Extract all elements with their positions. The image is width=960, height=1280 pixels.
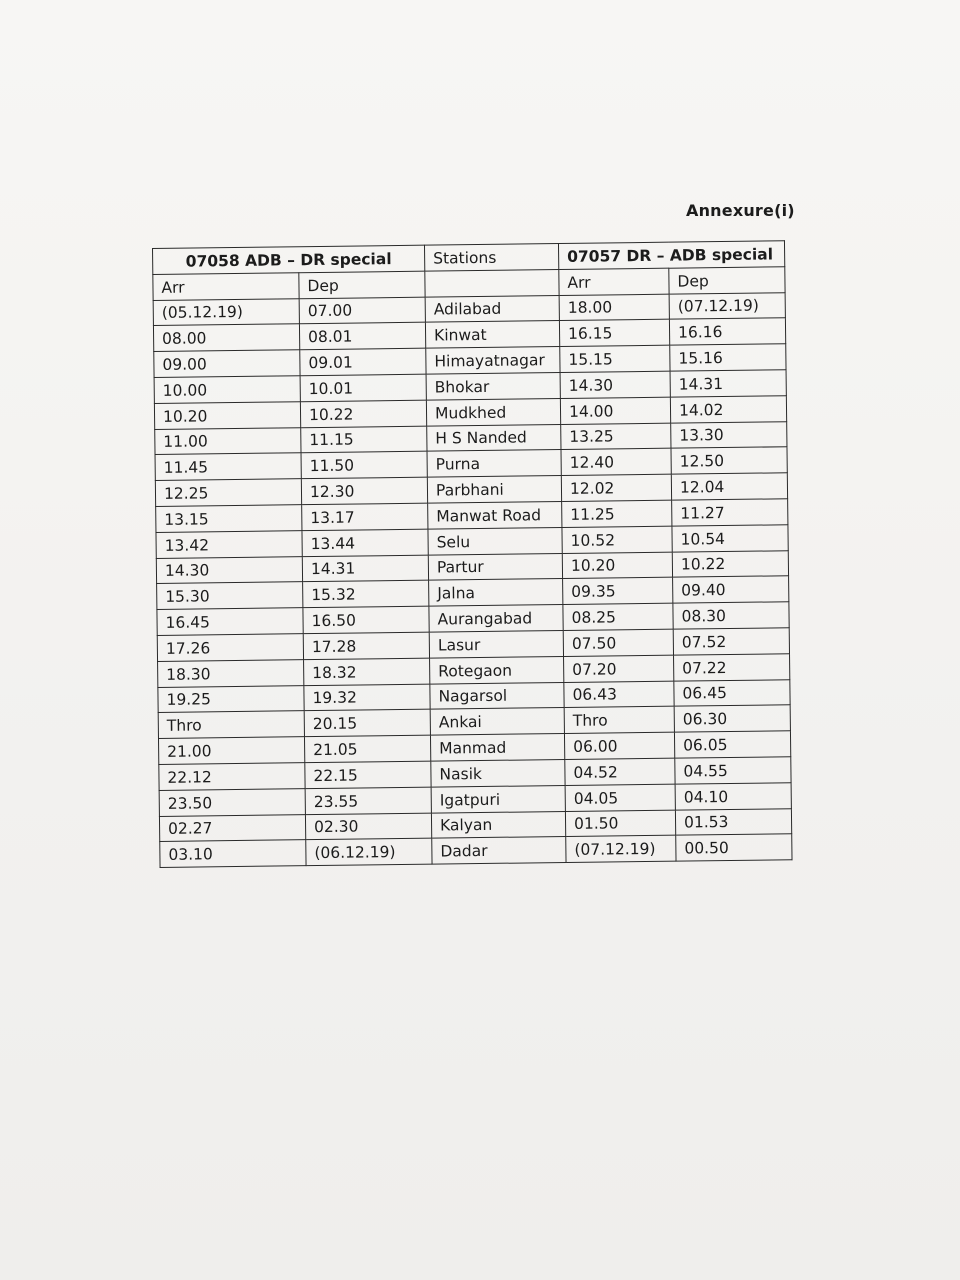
- departure-07057-cell: 06.45: [674, 679, 790, 706]
- departure-07058-cell: 18.32: [304, 658, 430, 685]
- arrival-07057-cell: 04.05: [565, 784, 675, 811]
- station-name-cell: Himayatnagar: [426, 347, 560, 374]
- station-name-cell: Selu: [428, 527, 562, 554]
- departure-07057-cell: 14.02: [670, 396, 786, 423]
- departure-07058-cell: 20.15: [304, 709, 430, 736]
- arrival-07057-cell: 01.50: [565, 810, 675, 837]
- arrival-07058-cell: 02.27: [159, 814, 305, 842]
- station-name-cell: Parbhani: [427, 476, 561, 503]
- arrival-07058-cell: 22.12: [159, 763, 305, 791]
- station-name-cell: Mudkhed: [426, 398, 560, 425]
- departure-07057-cell: 12.50: [671, 447, 787, 474]
- arrival-07057-cell: 04.52: [565, 758, 675, 785]
- arr-header-right: Arr: [559, 268, 669, 295]
- departure-07058-cell: 19.32: [304, 684, 430, 711]
- arrival-07057-cell: 07.20: [564, 655, 674, 682]
- departure-07057-cell: 13.30: [671, 421, 787, 448]
- departure-07057-cell: 14.31: [670, 370, 786, 397]
- departure-07058-cell: 14.31: [302, 555, 428, 582]
- arrival-07057-cell: 12.02: [561, 474, 671, 501]
- arrival-07057-cell: 07.50: [563, 629, 673, 656]
- station-name-cell: Purna: [427, 450, 561, 477]
- arrival-07057-cell: 11.25: [562, 500, 672, 527]
- train-07058-title: 07058 ADB – DR special: [153, 245, 425, 274]
- dep-header-left: Dep: [299, 271, 425, 298]
- arrival-07058-cell: 11.00: [155, 427, 301, 455]
- arrival-07057-cell: 13.25: [561, 423, 671, 450]
- station-name-cell: Kalyan: [431, 811, 565, 838]
- arr-header-left: Arr: [153, 273, 299, 301]
- station-name-cell: Kinwat: [425, 321, 559, 348]
- departure-07058-cell: (06.12.19): [306, 838, 432, 865]
- departure-07058-cell: 11.50: [301, 452, 427, 479]
- arrival-07058-cell: 13.42: [156, 530, 302, 558]
- arrival-07057-cell: 08.25: [563, 603, 673, 630]
- station-name-cell: Manwat Road: [428, 501, 562, 528]
- arrival-07057-cell: 10.52: [562, 526, 672, 553]
- arrival-07058-cell: 13.15: [156, 505, 302, 533]
- timetable: [152, 240, 793, 868]
- timetable-body: [153, 241, 793, 868]
- departure-07058-cell: 09.01: [300, 348, 426, 375]
- arrival-07058-cell: 17.26: [157, 634, 303, 662]
- station-name-cell: Igatpuri: [431, 785, 565, 812]
- departure-07057-cell: 06.05: [674, 731, 790, 758]
- departure-07058-cell: 08.01: [299, 323, 425, 350]
- departure-07057-cell: 07.52: [673, 628, 789, 655]
- departure-07057-cell: 12.04: [671, 473, 787, 500]
- arrival-07058-cell: 23.50: [159, 788, 305, 816]
- station-name-cell: Aurangabad: [429, 605, 563, 632]
- departure-07057-cell: 06.30: [674, 705, 790, 732]
- arrival-07058-cell: Thro: [158, 711, 304, 739]
- station-name-cell: Nasik: [431, 759, 565, 786]
- departure-07057-cell: 01.53: [675, 808, 791, 835]
- departure-07058-cell: 02.30: [305, 813, 431, 840]
- departure-07058-cell: 13.17: [302, 503, 428, 530]
- departure-07058-cell: 15.32: [303, 581, 429, 608]
- station-name-cell: Ankai: [430, 708, 564, 735]
- departure-07057-cell: 10.22: [672, 550, 788, 577]
- departure-07058-cell: 07.00: [299, 297, 425, 324]
- departure-07058-cell: 16.50: [303, 606, 429, 633]
- station-name-cell: Adilabad: [425, 295, 559, 322]
- departure-07057-cell: 00.50: [676, 834, 792, 861]
- arrival-07057-cell: 16.15: [559, 320, 669, 347]
- arrival-07058-cell: 03.10: [160, 840, 306, 868]
- arrival-07058-cell: 16.45: [157, 608, 303, 636]
- station-name-cell: Jalna: [429, 579, 563, 606]
- departure-07058-cell: 21.05: [304, 735, 430, 762]
- arrival-07057-cell: (07.12.19): [566, 835, 676, 862]
- arrival-07057-cell: 14.30: [560, 371, 670, 398]
- annexure-label: Annexure(i): [686, 201, 795, 220]
- arrival-07058-cell: 18.30: [158, 659, 304, 687]
- arrival-07058-cell: 12.25: [155, 479, 301, 507]
- station-name-cell: H S Nanded: [427, 424, 561, 451]
- departure-07058-cell: 17.28: [303, 632, 429, 659]
- arrival-07057-cell: 18.00: [559, 294, 669, 321]
- station-name-cell: Lasur: [429, 630, 563, 657]
- arrival-07058-cell: 14.30: [156, 556, 302, 584]
- departure-07058-cell: 10.01: [300, 374, 426, 401]
- dep-header-right: Dep: [669, 267, 785, 294]
- arrival-07057-cell: 14.00: [560, 397, 670, 424]
- arrival-07057-cell: 06.00: [564, 732, 674, 759]
- arrival-07058-cell: 08.00: [153, 324, 299, 352]
- station-name-cell: Nagarsol: [430, 682, 564, 709]
- departure-07057-cell: 07.22: [674, 653, 790, 680]
- station-name-cell: Manmad: [430, 734, 564, 761]
- station-name-cell: Rotegaon: [430, 656, 564, 683]
- arrival-07058-cell: 19.25: [158, 685, 304, 713]
- arrival-07058-cell: 09.00: [154, 350, 300, 378]
- departure-07057-cell: 16.16: [669, 318, 785, 345]
- stations-blank-cell: [425, 269, 559, 296]
- arrival-07057-cell: 09.35: [563, 578, 673, 605]
- departure-07057-cell: 10.54: [672, 525, 788, 552]
- arrival-07058-cell: (05.12.19): [153, 298, 299, 326]
- departure-07057-cell: 04.10: [675, 782, 791, 809]
- arrival-07057-cell: Thro: [564, 706, 674, 733]
- arrival-07058-cell: 10.00: [154, 376, 300, 404]
- departure-07058-cell: 12.30: [301, 477, 427, 504]
- station-name-cell: Bhokar: [426, 373, 560, 400]
- departure-07057-cell: 11.27: [672, 499, 788, 526]
- departure-07058-cell: 11.15: [301, 426, 427, 453]
- train-07057-title: 07057 DR – ADB special: [558, 241, 784, 270]
- arrival-07058-cell: 11.45: [155, 453, 301, 481]
- departure-07058-cell: 23.55: [305, 787, 431, 814]
- station-name-cell: Dadar: [432, 837, 566, 864]
- station-name-cell: Partur: [428, 553, 562, 580]
- arrival-07058-cell: 21.00: [158, 737, 304, 765]
- departure-07057-cell: (07.12.19): [669, 292, 785, 319]
- timetable-sheet: [152, 240, 792, 868]
- arrival-07058-cell: 15.30: [157, 582, 303, 610]
- departure-07057-cell: 08.30: [673, 602, 789, 629]
- departure-07058-cell: 22.15: [305, 761, 431, 788]
- stations-header: Stations: [425, 244, 559, 271]
- departure-07057-cell: 09.40: [673, 576, 789, 603]
- arrival-07058-cell: 10.20: [154, 401, 300, 429]
- arrival-07057-cell: 12.40: [561, 449, 671, 476]
- departure-07058-cell: 13.44: [302, 529, 428, 556]
- departure-07058-cell: 10.22: [300, 400, 426, 427]
- arrival-07057-cell: 10.20: [562, 552, 672, 579]
- departure-07057-cell: 15.16: [670, 344, 786, 371]
- departure-07057-cell: 04.55: [675, 757, 791, 784]
- arrival-07057-cell: 06.43: [564, 681, 674, 708]
- arrival-07057-cell: 15.15: [560, 345, 670, 372]
